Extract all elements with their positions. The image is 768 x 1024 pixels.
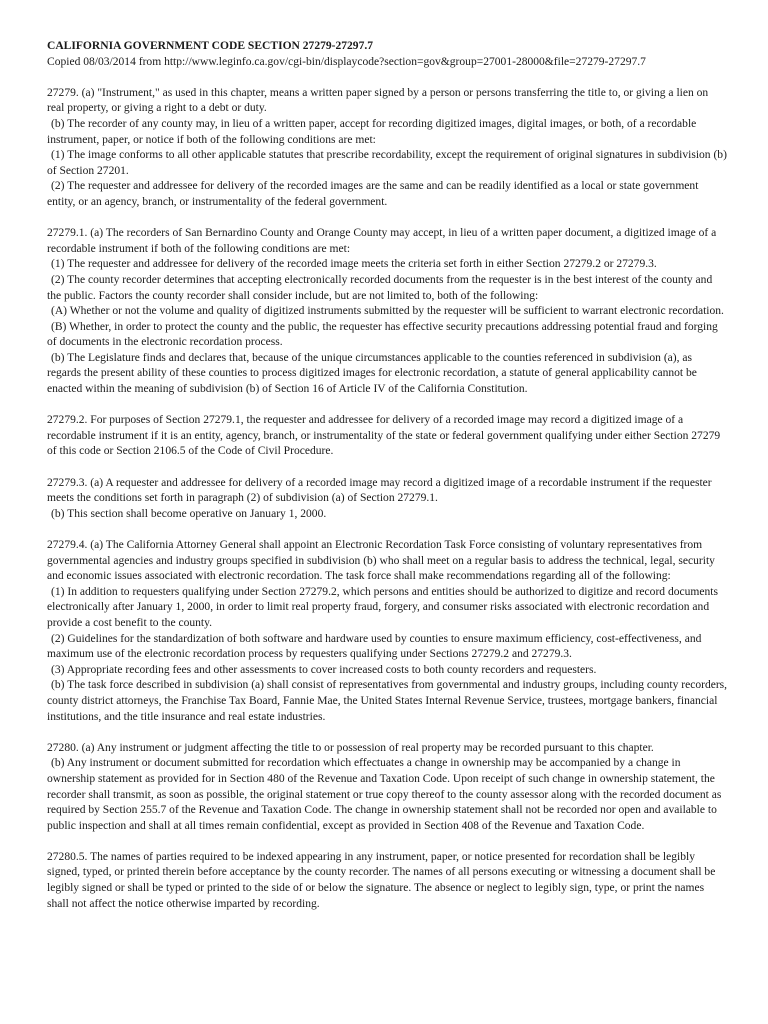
section-paragraph-lead: 27280.5. The names of parties required to be indexed appearing in any instrument, paper, or notice presented for recordation shall be legibly signed, typed, or printed therein before acceptance by the county recorder. The names of all persons executing or witnessing a document shall be legibly signed or shall be typed or printed to the side of or below the signature. The absence or neglect to legibly sign, type, or print the names shall not affect the notice otherwise imparted by recording. [47, 850, 716, 910]
section-paragraph: (1) The requester and addressee for delivery of the recorded image meets the criteria set forth in either Section 27279.2 or 27279.3. [51, 258, 657, 271]
section-paragraph: (2) The county recorder determines that accepting electronically recorded documents from the requester is in the best interest of the county and the public. Factors the county recorder shall consider include, but are not limited to, both of the following: [47, 273, 713, 302]
document-title: CALIFORNIA GOVERNMENT CODE SECTION 27279-27297.7 [47, 40, 374, 52]
section-paragraph: (2) The requester and addressee for delivery of the recorded images are the same and can be readily identified as a local or state government entity, or an agency, branch, or instrumentality of the federal government. [47, 180, 699, 208]
section-paragraph-lead: 27279.2. For purposes of Section 27279.1, the requester and addressee for delivery of a recorded image may record a digitized image of a recordable instrument if it is an entity, agency, branch, or instrumentality of the state or federal government qualifying under either Section 27279 of this code or Section 2106.5 of the Code of Civil Procedure. [47, 414, 721, 458]
section-paragraph-lead: 27279.4. (a) The California Attorney General shall appoint an Electronic Recordation Task Force consisting of voluntary representatives from governmental agencies and industry groups specified in subdivision (b) who shall meet on a regular basis to address the technical, legal, security and economic issues associated with electronic recordation. The task force shall make recommendations regarding all of the following: [47, 539, 715, 583]
section-paragraph: (b) The Legislature finds and declares that, because of the unique circumstances applicable to the counties referenced in subdivision (a), as regards the present ability of these counties to process digitized images for electronic recordation, a statute of general applicability cannot be enacted within the meaning of subdivision (b) of Section 16 of Article IV of the California Constitution. [47, 351, 697, 396]
section-paragraph: (B) Whether, in order to protect the county and the public, the requester has effective security precautions addressing potential fraud and forging of documents in the electronic recordation process. [47, 320, 718, 349]
section-paragraph: (b) This section shall become operative on January 1, 2000. [51, 507, 327, 520]
section-paragraph: (1) The image conforms to all other applicable statutes that prescribe recordability, except the requirement of original signatures in subdivision (b) of Section 27201. [47, 149, 727, 177]
code-section [47, 226, 728, 398]
section-paragraph-lead: 27280. (a) Any instrument or judgment affecting the title to or possession of real property may be recorded pursuant to this chapter. [47, 741, 654, 754]
section-paragraph-lead: 27279.3. (a) A requester and addressee for delivery of a recorded image may record a digitized image of a recordable instrument if the requester meets the conditions set forth in paragraph (2) of subdivision (a) of Section 27279.1. [47, 476, 712, 505]
section-paragraph: (b) Any instrument or document submitted for recordation which effectuates a change in ownership may be accompanied by a change in ownership statement as provided for in Section 480 of the Revenue and Taxation Code. Upon receipt of such change in ownership statement, the recorder shall transmit, as soon as possible, the original statement or true copy thereof to the county assessor along with the recorded document as required by Section 255.7 of the Revenue and Taxation Code. The change in ownership statement shall not be recorded nor open and available to public inspection and shall at all times remain confidential, except as provided in Section 408 of the Revenue and Taxation Code. [47, 757, 722, 832]
code-section [47, 741, 728, 835]
section-paragraph-lead: 27279.1. (a) The recorders of San Bernardino County and Orange County may accept, in lieu of a written paper document, a digitized image of a recordable instrument if both of the following conditions are met: [47, 227, 717, 255]
section-paragraph: (b) The recorder of any county may, in lieu of a written paper, accept for recording digitized images, digital images, or both, of a recordable instrument, paper, or notice if both of the following conditions are met: [47, 117, 697, 146]
section-paragraph: (A) Whether or not the volume and quality of digitized instruments submitted by the requester will be sufficient to warrant electronic recordation. [51, 305, 724, 318]
section-paragraph-lead: 27279. (a) "Instrument," as used in this chapter, means a written paper signed by a person or persons transferring the title to, or giving a lien on real property, or giving a right to a debt or duty. [47, 86, 709, 115]
code-section [47, 86, 728, 211]
source-note: Copied 08/03/2014 from http://www.leginfo.ca.gov/cgi-bin/displaycode?section=gov&group=27001-28000&file=27279-27297.7 [47, 55, 646, 68]
section-paragraph: (b) The task force described in subdivision (a) shall consist of representatives from governmental and industry groups, including county recorders, county district attorneys, the Franchise Tax Board, Fannie Mae, the United States Internal Revenue Service, trustees, mortgage bankers, financial institutions, and the title insurance and real estate industries. [47, 679, 728, 723]
section-paragraph: (3) Appropriate recording fees and other assessments to cover increased costs to both county recorders and requesters. [51, 663, 597, 676]
code-section [47, 476, 728, 523]
code-section [47, 538, 728, 725]
section-paragraph: (2) Guidelines for the standardization of both software and hardware used by counties to ensure maximum efficiency, cost-effectiveness, and maximum use of the electronic recordation process by requesters qualifying under Sections 27279.2 and 27279.3. [47, 632, 702, 661]
sections-container [47, 86, 728, 912]
code-section [47, 850, 728, 912]
section-paragraph: (1) In addition to requesters qualifying under Section 27279.2, which persons and entities should be authorized to digitize and record documents electronically after January 1, 2000, in order to limit real property fraud, forgery, and consumer risks associated with electronic recordation and provide a cost benefit to the county. [47, 585, 718, 629]
code-section [47, 413, 728, 460]
